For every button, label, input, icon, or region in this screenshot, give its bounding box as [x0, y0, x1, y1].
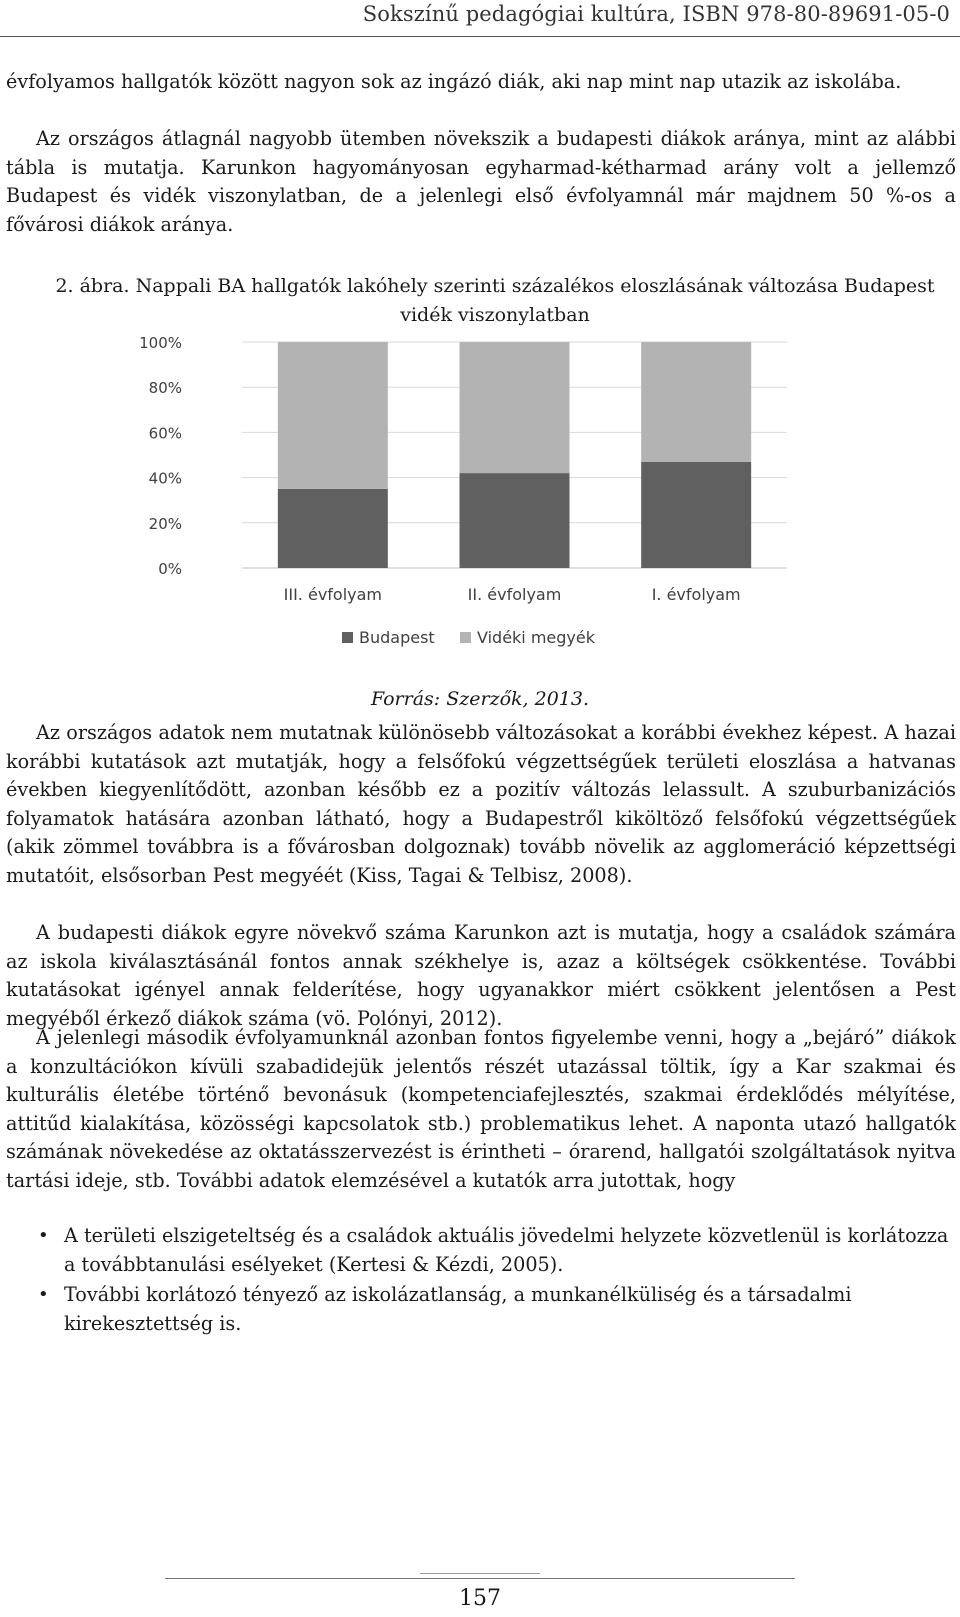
footer-divider: [165, 1578, 795, 1579]
stacked-bar-chart: [100, 330, 860, 710]
y-tick-label: 40%: [148, 469, 182, 488]
footer-divider-short: [420, 1573, 540, 1574]
paragraph-budapest-ratio: Az országos átlagnál nagyobb ütemben növekszik a budapesti diákok aránya, mint az alábbi tábla is mutatja. Karunkon hagyományosan egyharmad-kétharmad arány volt a jellemző Budapest és vidék viszonylatban, de a jelenlegi első évfolyamnál már majdnem 50 %-os a fővárosi diákok aránya.: [6, 127, 956, 236]
page-header: [0, 0, 960, 37]
y-tick-label: 20%: [148, 514, 182, 533]
bar-segment: [278, 342, 388, 489]
paragraph-commuting-students: A jelenlegi második évfolyamunknál azonban fontos figyelembe venni, hogy a „bejáró” diákok a konzultációkon kívüli szabadidejük jelentős részét utazással töltik, így a Kar szakmai és kulturális életébe történő bevonásuk (kompetenciafejlesztés, szakmai érdeklődés mélyítése, attitűd kialakítása, közösségi kapcsolatok stb.) problematikus lehet. A naponta utazó hallgatók számának növekedése az oktatásszervezést is érintheti – órarend, hallgatói szolgáltatások nyitva tartási ideje, stb. További adatok elemzésével a kutatók arra jutottak, hogy: [6, 1026, 956, 1192]
legend-label: Budapest: [359, 628, 435, 647]
y-tick-label: 100%: [139, 334, 182, 352]
x-tick-label: I. évfolyam: [651, 585, 741, 604]
figure-source: Forrás: Szerzők, 2013.: [370, 688, 590, 710]
paragraph-intro-continuation: évfolyamos hallgatók között nagyon sok az ingázó diák, aki nap mint nap utazik az iskolába.: [6, 70, 902, 93]
x-tick-label: III. évfolyam: [283, 585, 383, 604]
bar-segment: [460, 342, 570, 473]
paragraph-national-data: Az országos adatok nem mutatnak különösebb változásokat a korábbi évekhez képest. A hazai korábbi kutatások azt mutatják, hogy a felsőfokú végzettségűek területi eloszlása a hatvanas években kiegyenlítődött, azonban később ez a pozitív változás lelassult. A szuburbanizációs folyamatok hatására azonban látható, hogy a Budapestről kiköltöző felsőfokú végzettségűek (akik zömmel továbbra is a fővárosban dolgoznak) tovább növelik az agglomeráció képzettségi mutatóit, elsősorban Pest megyéét (Kiss, Tagai & Telbisz, 2008).: [6, 721, 956, 887]
bar-segment: [641, 342, 751, 462]
legend-label: Vidéki megyék: [477, 628, 595, 647]
bullet-icon: •: [38, 1284, 49, 1305]
bullet-icon: •: [38, 1225, 49, 1246]
legend-swatch: [460, 632, 471, 643]
list-item-text: A területi elszigeteltség és a családok aktuális jövedelmi helyzete közvetlenül is korlátozza a továbbtanulási esélyeket (Kertesi & Kézdi, 2005).: [64, 1224, 949, 1276]
y-tick-label: 60%: [148, 424, 182, 443]
bar-segment: [641, 462, 751, 568]
legend-swatch: [342, 632, 353, 643]
page-number: 157: [459, 1586, 501, 1611]
y-tick-label: 0%: [158, 560, 182, 578]
list-item: [30, 1222, 950, 1279]
findings-list: [30, 1222, 950, 1340]
list-item: [30, 1281, 950, 1338]
list-item-text: További korlátozó tényező az iskolázatlanság, a munkanélküliség és a társadalmi kirekesztettség is.: [64, 1283, 852, 1335]
x-tick-label: II. évfolyam: [467, 585, 562, 604]
figure-caption: 2. ábra. Nappali BA hallgatók lakóhely szerinti százalékos eloszlásának változása Budapest vidék viszonylatban: [55, 275, 935, 326]
paragraph-school-choice: A budapesti diákok egyre növekvő száma Karunkon azt is mutatja, hogy a családok számára az iskola kiválasztásánál fontos annak székhelye is, azaz a költségek csökkentése. További kutatásokat igényel annak felderítése, hogy ugyanakkor miért csökkent jelentősen a Pest megyéből érkező diákok száma (vö. Polónyi, 2012).: [6, 921, 956, 1030]
bar-segment: [278, 489, 388, 568]
bar-segment: [460, 473, 570, 568]
running-title: Sokszínű pedagógiai kultúra, ISBN 978-80-89691-05-0: [362, 2, 950, 26]
y-tick-label: 80%: [148, 379, 182, 398]
